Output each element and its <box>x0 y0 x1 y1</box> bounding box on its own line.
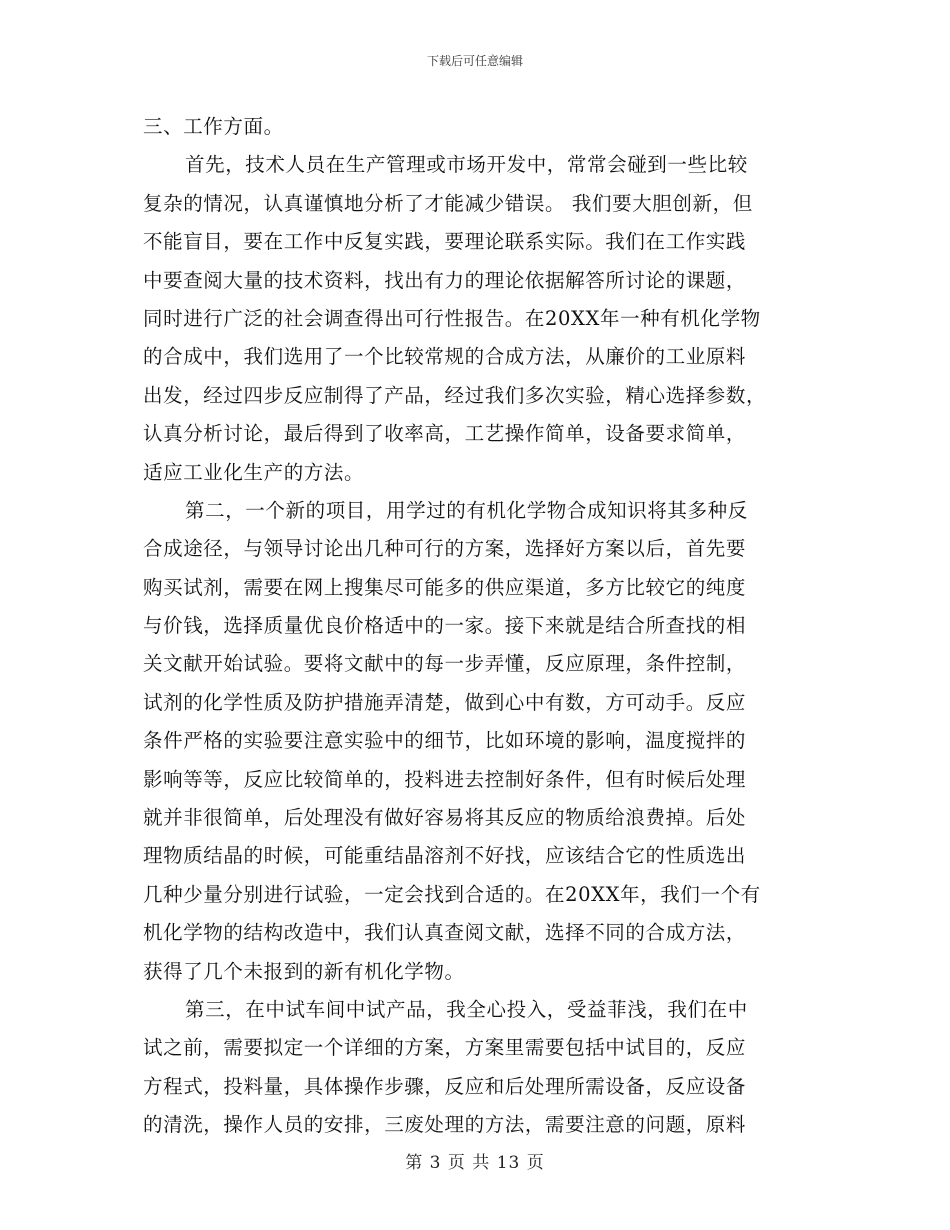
paragraph-line: 的清洗，操作人员的安排，三废处理的方法，需要注意的问题，原料 <box>143 1113 747 1137</box>
paragraph-line: 与价钱，选择质量优良价格适中的一家。接下来就是结合所查找的相 <box>143 614 747 638</box>
paragraph-line: 理物质结晶的时候，可能重结晶溶剂不好找，应该结合它的性质选出 <box>143 844 747 868</box>
paragraph-line: 购买试剂，需要在网上搜集尽可能多的供应渠道，多方比较它的纯度 <box>143 575 747 599</box>
paragraph-line: 机化学物的结构改造中，我们认真查阅文献，选择不同的合成方法， <box>143 921 747 945</box>
paragraph-line: 第二，一个新的项目，用学过的有机化学物合成知识将其多种反 <box>185 498 748 522</box>
paragraph-line: 出发，经过四步反应制得了产品，经过我们多次实验，精心选择参数， <box>143 383 767 407</box>
paragraph-line: 几种少量分别进行试验，一定会找到合适的。在20XX年，我们一个有 <box>143 882 761 906</box>
paragraph-line: 认真分析讨论，最后得到了收率高，工艺操作简单，设备要求简单， <box>143 422 747 446</box>
document-body <box>143 108 809 1145</box>
paragraph-line: 获得了几个未报到的新有机化学物。 <box>143 959 465 983</box>
paragraph-line: 方程式，投料量，具体操作步骤，反应和后处理所需设备，反应设备 <box>143 1074 747 1098</box>
paragraph-line: 影响等等，反应比较简单的，投料进去控制好条件，但有时候后处理 <box>143 767 747 791</box>
page-header-note: 下载后可任意编辑 <box>426 54 523 68</box>
paragraph-line: 适应工业化生产的方法。 <box>143 460 365 484</box>
paragraph-line: 同时进行广泛的社会调查得出可行性报告。在20XX年一种有机化学物 <box>143 306 761 330</box>
paragraph-line: 的合成中，我们选用了一个比较常规的合成方法，从廉价的工业原料 <box>143 345 747 369</box>
paragraph-line: 合成途径，与领导讨论出几种可行的方案，选择好方案以后，首先要 <box>143 537 747 561</box>
paragraph-line: 不能盲目，要在工作中反复实践，要理论联系实际。我们在工作实践 <box>143 230 747 254</box>
page-number: 第 3 页 共 13 页 <box>405 1153 545 1173</box>
paragraph-line: 条件严格的实验要注意实验中的细节，比如环境的影响，温度搅拌的 <box>143 729 747 753</box>
paragraph-line: 中要查阅大量的技术资料，找出有力的理论依据解答所讨论的课题， <box>143 268 747 292</box>
paragraph-line: 试之前，需要拟定一个详细的方案，方案里需要包括中试目的，反应 <box>143 1036 747 1060</box>
section-heading: 三、工作方面。 <box>143 115 284 138</box>
paragraph-line: 首先，技术人员在生产管理或市场开发中，常常会碰到一些比较 <box>185 153 748 177</box>
paragraph-line: 试剂的化学性质及防护措施弄清楚，做到心中有数，方可动手。反应 <box>143 690 747 714</box>
paragraph-line: 就并非很简单，后处理没有做好容易将其反应的物质给浪费掉。后处 <box>143 806 747 830</box>
paragraph-line: 第三，在中试车间中试产品，我全心投入，受益菲浅，我们在中 <box>185 997 748 1021</box>
paragraph-line: 关文献开始试验。要将文献中的每一步弄懂，反应原理，条件控制， <box>143 652 747 676</box>
paragraph-line: 复杂的情况，认真谨慎地分析了才能减少错误。 我们要大胆创新，但 <box>143 191 753 215</box>
